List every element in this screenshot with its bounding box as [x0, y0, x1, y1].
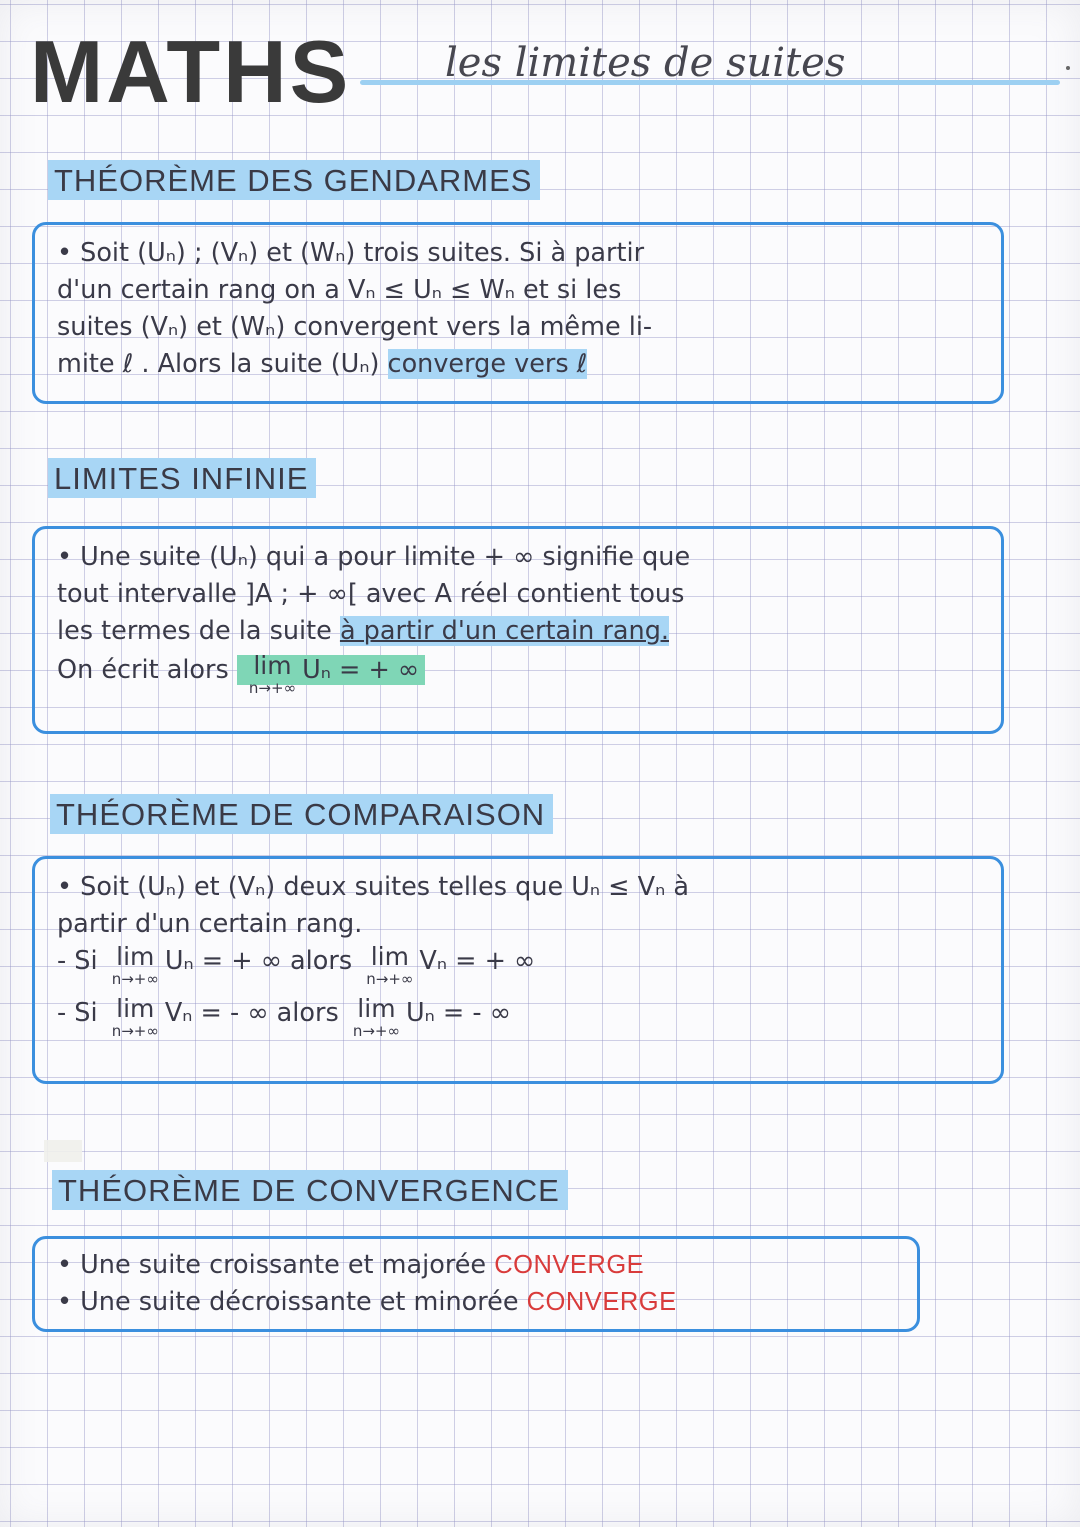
box-convergence — [32, 1236, 920, 1332]
page-subtitle: les limites de suites — [445, 40, 846, 86]
case-2-lim-subscript: n→+∞ — [111, 1022, 159, 1040]
tape-residue — [44, 1140, 82, 1162]
box-comparaison — [32, 856, 1004, 1084]
heading-convergence: THÉORÈME DE CONVERGENCE — [52, 1170, 568, 1210]
infinie-line-4-text: On écrit alors — [57, 655, 237, 685]
infinie-line-2: tout intervalle ]A ; + ∞[ avec A réel contient tous — [57, 579, 685, 609]
heading-limites-infinie: LIMITES INFINIE — [48, 458, 316, 498]
infinie-line-4 — [57, 652, 979, 696]
page-title: MATHS — [30, 22, 352, 121]
heading-comparaison: THÉORÈME DE COMPARAISON — [50, 794, 553, 834]
box-limites-infinie — [32, 526, 1004, 734]
case-1-lim-label-2: lim — [370, 942, 409, 971]
convergence-line-2-text: • Une suite décroissante et minorée — [57, 1287, 527, 1317]
heading-gendarmes: THÉORÈME DES GENDARMES — [48, 160, 540, 200]
infinie-line-3 — [57, 613, 979, 650]
case-1-condition: Uₙ = + ∞ alors — [164, 946, 361, 976]
comparaison-case-1 — [57, 943, 979, 995]
comparaison-line-1: • Soit (Uₙ) et (Vₙ) deux suites telles que Uₙ ≤ Vₙ à — [57, 872, 690, 902]
infinie-formula: Uₙ = + ∞ — [302, 655, 420, 685]
lim-subscript: n→+∞ — [248, 679, 297, 697]
convergence-line-2 — [57, 1284, 895, 1321]
gendarmes-line-3: suites (Vₙ) et (Wₙ) convergent vers la même li- — [57, 312, 653, 342]
gendarmes-conclusion-highlight: converge vers ℓ — [387, 349, 588, 379]
case-2-condition: Vₙ = - ∞ alors — [164, 998, 347, 1028]
convergence-line-1-text: • Une suite croissante et majorée — [57, 1250, 495, 1280]
infinie-rang-highlight: à partir d'un certain rang. — [339, 616, 669, 646]
gendarmes-line-2: d'un certain rang on a Vₙ ≤ Uₙ ≤ Wₙ et si les — [57, 275, 622, 305]
title-row — [30, 22, 1060, 122]
converge-label-2: CONVERGE — [526, 1288, 677, 1316]
case-2-prefix: - Si — [57, 998, 106, 1028]
comparaison-case-2 — [57, 995, 979, 1047]
case-2-lim-label: lim — [116, 994, 155, 1023]
gendarmes-line-4 — [57, 346, 979, 383]
comparaison-line-2: partir d'un certain rang. — [57, 909, 363, 939]
case-1-prefix: - Si — [57, 946, 106, 976]
case-1-limit-2 — [366, 943, 413, 987]
case-2-lim-subscript-2: n→+∞ — [352, 1022, 400, 1040]
paper-mark — [1066, 66, 1070, 70]
gendarmes-line-1: • Soit (Uₙ) ; (Vₙ) et (Wₙ) trois suites. Si à partir — [57, 238, 645, 268]
box-gendarmes — [32, 222, 1004, 404]
lim-label: lim — [253, 651, 292, 680]
infinie-line-1: • Une suite (Uₙ) qui a pour limite + ∞ signifie que — [57, 542, 691, 572]
case-1-result: Vₙ = + ∞ — [419, 946, 536, 976]
gendarmes-line-4-text: mite ℓ . Alors la suite (Uₙ) — [57, 349, 388, 379]
limit-operator — [249, 652, 296, 696]
case-2-lim-label-2: lim — [357, 994, 396, 1023]
case-1-limit — [112, 943, 159, 987]
converge-label-1: CONVERGE — [494, 1251, 645, 1279]
case-2-limit-2 — [353, 995, 400, 1039]
case-1-lim-label: lim — [116, 942, 155, 971]
infinie-formula-highlight — [237, 651, 425, 697]
case-2-limit — [112, 995, 159, 1039]
convergence-line-1 — [57, 1247, 895, 1284]
case-2-result: Uₙ = - ∞ — [406, 998, 511, 1028]
case-1-lim-subscript-2: n→+∞ — [366, 970, 414, 988]
case-1-lim-subscript: n→+∞ — [111, 970, 159, 988]
infinie-line-3-text: les termes de la suite — [57, 616, 340, 646]
